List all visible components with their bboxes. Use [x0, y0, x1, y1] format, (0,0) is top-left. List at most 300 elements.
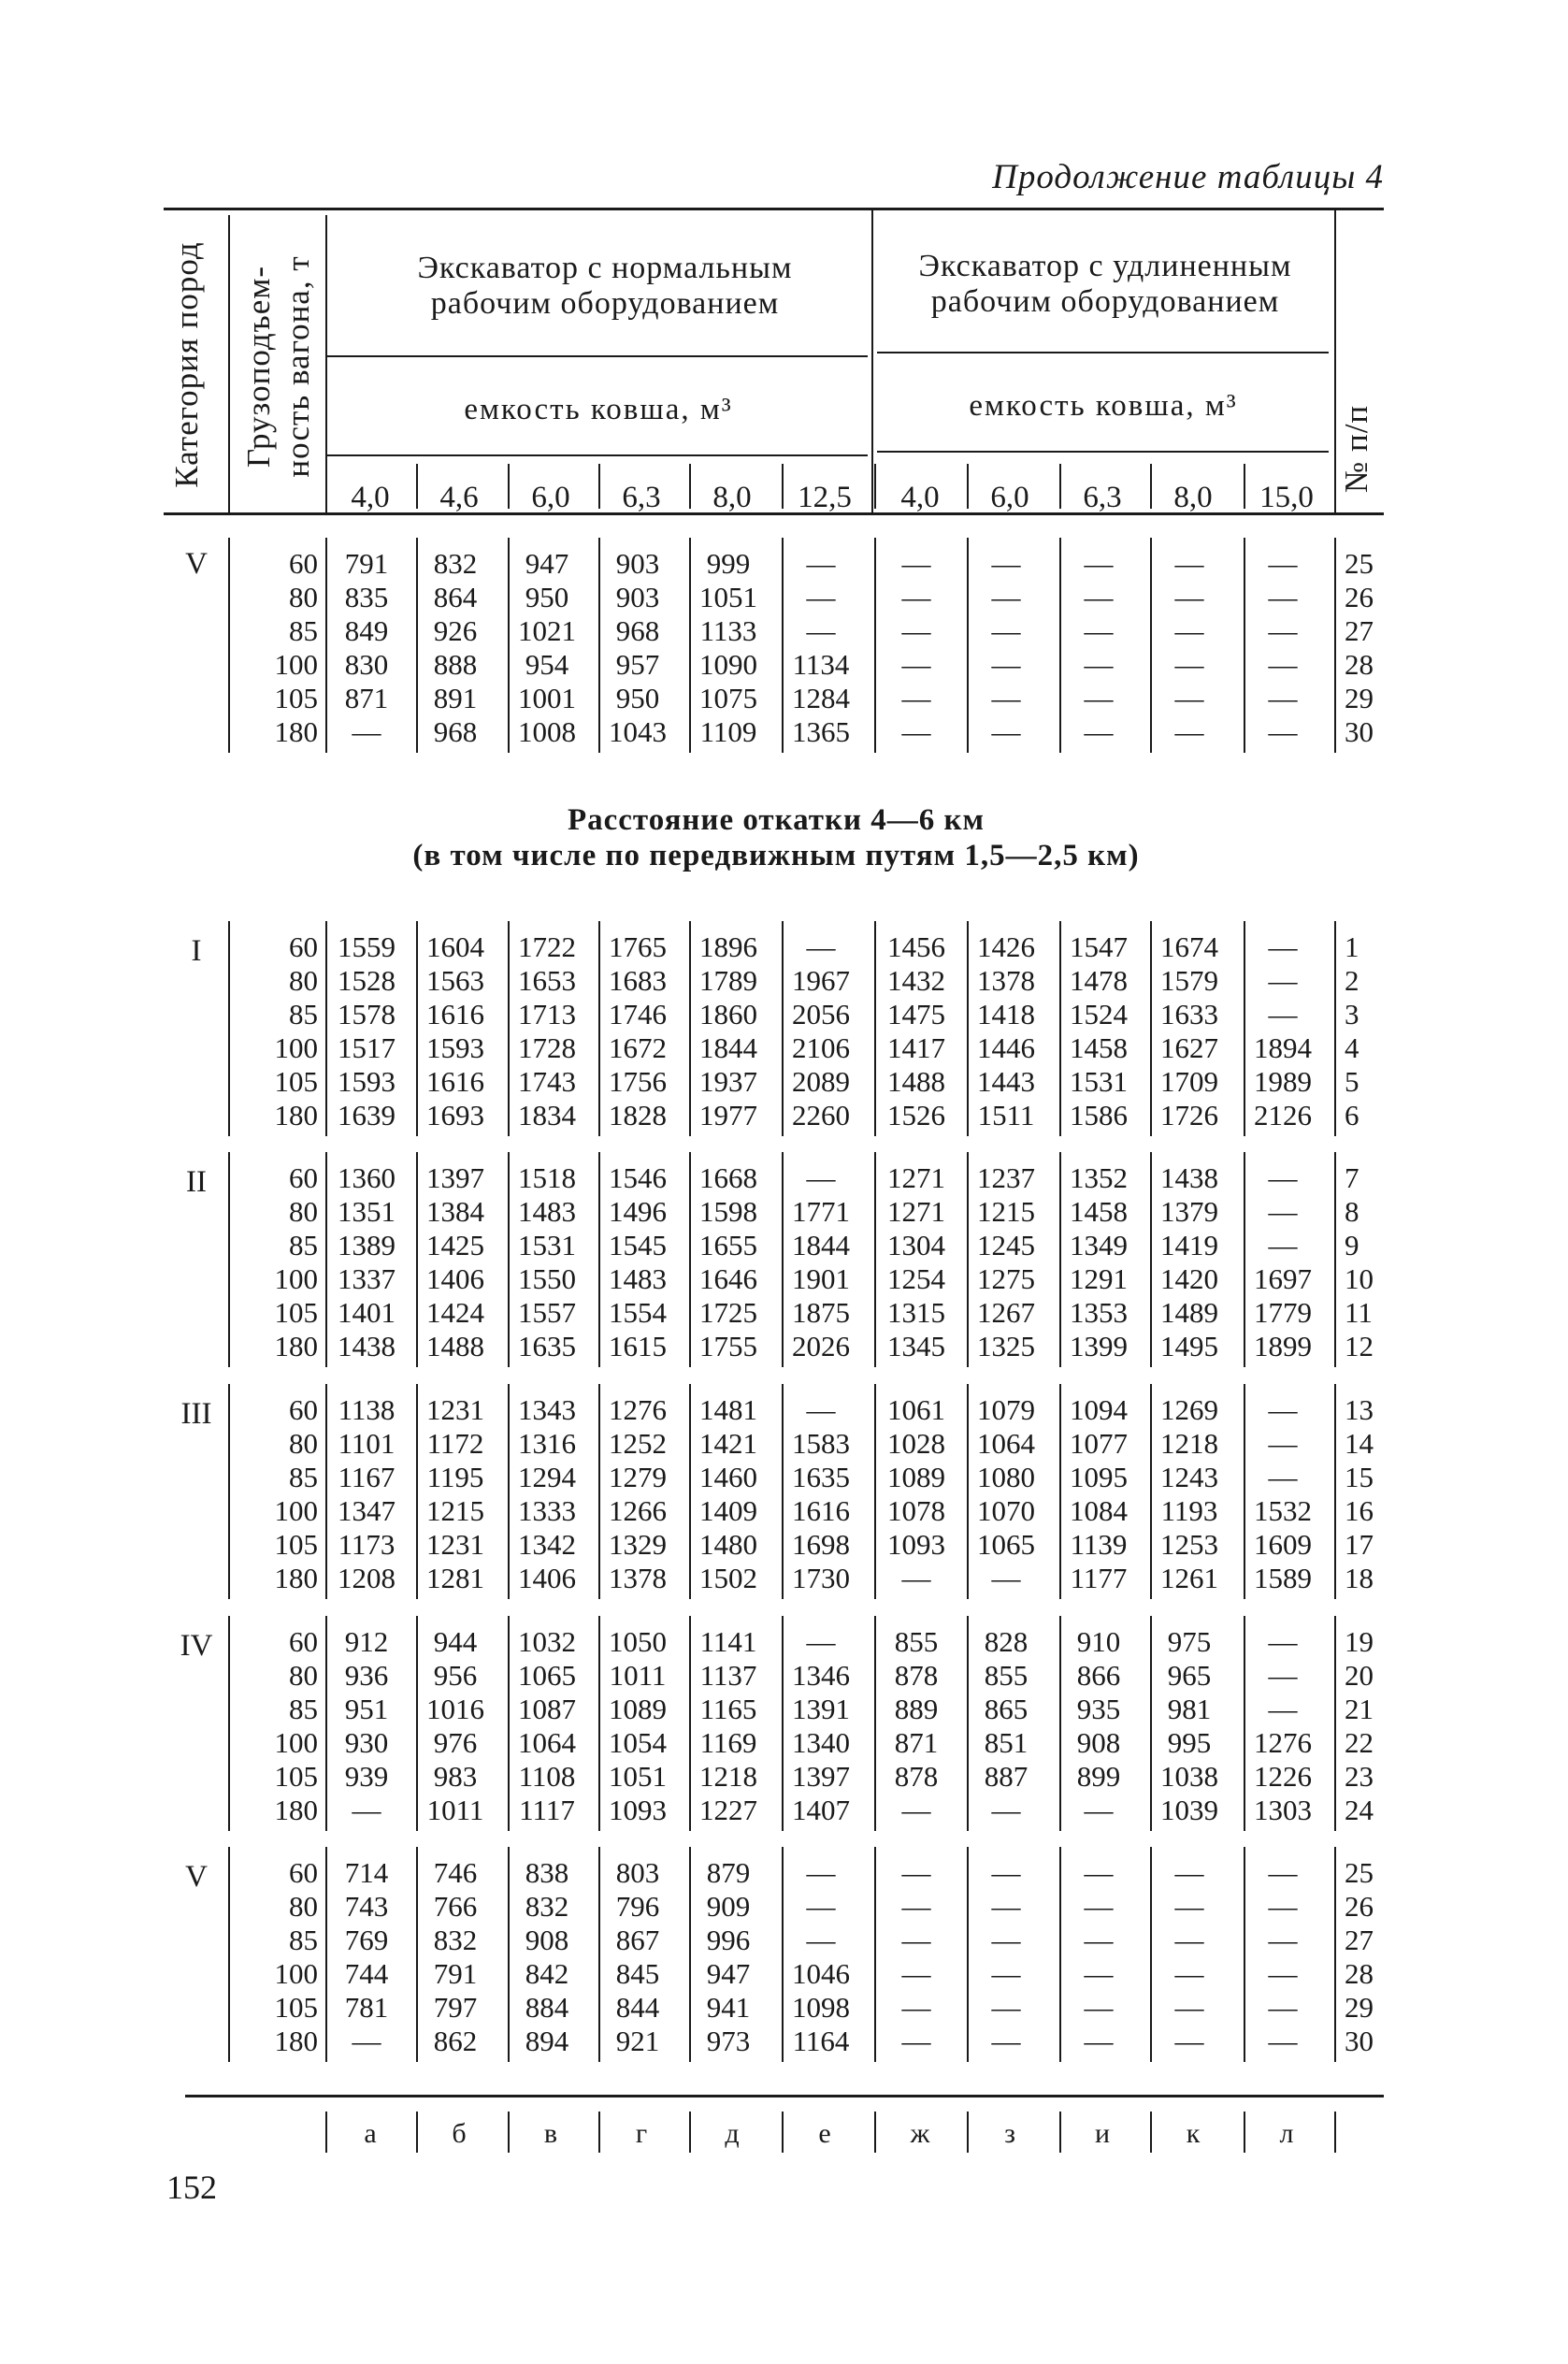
value-cell: 935 [1076, 1693, 1121, 1725]
value-cell: 1713 [518, 998, 576, 1031]
value-cell: 1389 [338, 1229, 396, 1261]
value-cell: 1489 [1160, 1296, 1218, 1329]
cargo-capacity-cell: 80 [289, 1427, 318, 1460]
letter-separator [874, 2112, 876, 2153]
value-cell: 1271 [887, 1195, 945, 1228]
value-cell: 965 [1167, 1659, 1212, 1692]
capacity-label: Грузоподъем- ность вагона, т [240, 255, 316, 478]
value-cell: 1315 [887, 1296, 945, 1329]
column-letter: и [1094, 2118, 1111, 2149]
header-vrule [871, 210, 873, 512]
value-cell: 1425 [426, 1229, 484, 1261]
column-separator [228, 921, 230, 1136]
value-cell: — [901, 682, 931, 714]
value-cell: 1108 [518, 1760, 576, 1793]
value-cell: 1743 [518, 1065, 576, 1098]
bucket-label-normal: емкость ковша, м³ [464, 393, 733, 426]
value-cell: 866 [1076, 1659, 1121, 1692]
extended-excavator-title: Экскаватор с удлиненным рабочим оборудованием [918, 249, 1292, 319]
column-separator [416, 921, 418, 1136]
value-cell: — [806, 1161, 836, 1194]
value-cell: — [1084, 614, 1114, 647]
row-number-cell: 14 [1345, 1427, 1374, 1460]
value-cell: 1502 [699, 1562, 757, 1594]
value-cell: — [1084, 1957, 1114, 1990]
normal-subrule [327, 454, 868, 456]
value-cell: 1051 [609, 1760, 667, 1793]
column-letter: а [364, 2118, 377, 2149]
value-cell: 1418 [977, 998, 1035, 1031]
value-cell: — [991, 682, 1021, 714]
value-cell: 975 [1167, 1625, 1212, 1658]
value-cell: 1077 [1070, 1427, 1128, 1460]
row-number-cell: 17 [1345, 1528, 1374, 1561]
bucket-capacity-header: 6,0 [531, 481, 570, 514]
value-cell: 867 [615, 1924, 660, 1956]
value-cell: 1337 [338, 1262, 396, 1295]
value-cell: 1633 [1160, 998, 1218, 1031]
cargo-capacity-cell: 180 [274, 2025, 318, 2057]
value-cell: 1478 [1070, 964, 1128, 997]
value-cell: 1875 [792, 1296, 850, 1329]
value-cell: — [1268, 547, 1298, 580]
bucket-capacity-header: 6,3 [1083, 481, 1122, 514]
row-number-cell: 29 [1345, 682, 1374, 714]
value-cell: 1771 [792, 1195, 850, 1228]
value-cell: 1266 [609, 1494, 667, 1527]
column-letter: е [818, 2118, 831, 2149]
value-cell: 956 [433, 1659, 478, 1692]
value-cell: 1261 [1160, 1562, 1218, 1594]
value-cell: 1095 [1070, 1461, 1128, 1493]
value-cell: 1834 [518, 1099, 576, 1132]
value-cell: — [1268, 1625, 1298, 1658]
row-number-cell: 30 [1345, 715, 1374, 748]
value-cell: 1458 [1070, 1031, 1128, 1064]
value-cell: 950 [525, 581, 569, 613]
row-number-cell: 23 [1345, 1760, 1374, 1793]
column-separator [1244, 921, 1245, 1136]
bucket-capacity-header: 12,5 [798, 481, 852, 514]
value-cell: 1231 [426, 1528, 484, 1561]
value-cell: 909 [706, 1890, 751, 1923]
value-cell: 1276 [1254, 1726, 1312, 1759]
value-cell: — [1268, 1856, 1298, 1889]
value-cell: 1011 [609, 1659, 667, 1692]
value-cell: 1365 [792, 715, 850, 748]
value-cell: — [1268, 998, 1298, 1031]
bucket-capacity-header: 4,0 [900, 481, 940, 514]
value-cell: 1420 [1160, 1262, 1218, 1295]
value-cell: — [1174, 648, 1204, 681]
column-separator [325, 921, 327, 1136]
column-separator [1334, 1847, 1336, 2062]
cargo-capacity-cell: 105 [274, 1296, 318, 1329]
value-cell: — [806, 1924, 836, 1956]
row-number-cell: 22 [1345, 1726, 1374, 1759]
value-cell: — [1084, 1890, 1114, 1923]
value-cell: — [352, 2025, 381, 2057]
value-cell: 887 [984, 1760, 1029, 1793]
value-cell: — [901, 1562, 931, 1594]
value-cell: 995 [1167, 1726, 1212, 1759]
value-cell: 1488 [887, 1065, 945, 1098]
value-cell: — [901, 581, 931, 613]
value-cell: 996 [706, 1924, 751, 1956]
column-separator [508, 1847, 510, 2062]
value-cell: — [1174, 2025, 1204, 2057]
cargo-capacity-cell: 105 [274, 1760, 318, 1793]
value-cell: — [1268, 581, 1298, 613]
column-separator [1150, 921, 1152, 1136]
value-cell: 1401 [338, 1296, 396, 1329]
value-cell: 1546 [609, 1161, 667, 1194]
row-number-cell: 11 [1345, 1296, 1373, 1329]
capacity-separator [967, 464, 969, 509]
value-cell: — [1084, 1794, 1114, 1826]
rock-category: V [185, 1860, 208, 1894]
value-cell: 947 [525, 547, 569, 580]
column-separator [1334, 921, 1336, 1136]
value-cell: 912 [344, 1625, 389, 1658]
cargo-capacity-cell: 85 [289, 1693, 318, 1725]
value-cell: — [1084, 648, 1114, 681]
column-separator [1244, 1616, 1245, 1831]
value-cell: 1559 [338, 930, 396, 963]
header-vrule [228, 215, 230, 512]
value-cell: 781 [344, 1991, 389, 2024]
value-cell: 889 [894, 1693, 939, 1725]
value-cell: 936 [344, 1659, 389, 1692]
column-separator [228, 1152, 230, 1367]
value-cell: 1141 [699, 1625, 757, 1658]
value-cell: 1227 [699, 1794, 757, 1826]
value-cell: 1117 [519, 1794, 575, 1826]
value-cell: 1134 [792, 648, 850, 681]
value-cell: 888 [433, 648, 478, 681]
row-number-cell: 26 [1345, 581, 1374, 613]
letter-separator [325, 2112, 327, 2153]
row-number-cell: 8 [1345, 1195, 1359, 1228]
column-separator [228, 1616, 230, 1831]
value-cell: — [1084, 2025, 1114, 2057]
value-cell: 968 [433, 715, 478, 748]
value-cell: 944 [433, 1625, 478, 1658]
column-separator [598, 1616, 600, 1831]
value-cell: 884 [525, 1991, 569, 2024]
value-cell: 832 [433, 547, 478, 580]
value-cell: 1384 [426, 1195, 484, 1228]
rock-category: III [180, 1397, 212, 1431]
cargo-capacity-cell: 105 [274, 1991, 318, 2024]
value-cell: 1087 [518, 1693, 576, 1725]
value-cell: 1456 [887, 930, 945, 963]
column-separator [416, 538, 418, 753]
value-cell: 1016 [426, 1693, 484, 1725]
row-number-cell: 15 [1345, 1461, 1374, 1493]
value-cell: 1093 [609, 1794, 667, 1826]
value-cell: — [1268, 614, 1298, 647]
value-cell: — [1084, 1991, 1114, 2024]
value-cell: 878 [894, 1760, 939, 1793]
value-cell: 1616 [426, 1065, 484, 1098]
header-top-rule [164, 208, 1384, 210]
value-cell: 1379 [1160, 1195, 1218, 1228]
value-cell: 1616 [426, 998, 484, 1031]
column-separator [1334, 1384, 1336, 1599]
value-cell: 871 [894, 1726, 939, 1759]
value-cell: 1488 [426, 1330, 484, 1362]
cargo-capacity-cell: 85 [289, 1461, 318, 1493]
value-cell: 1218 [699, 1760, 757, 1793]
value-cell: 1139 [1070, 1528, 1128, 1561]
value-cell: 1894 [1254, 1031, 1312, 1064]
column-separator [782, 1384, 784, 1599]
value-cell: — [991, 1856, 1021, 1889]
cargo-capacity-cell: 180 [274, 1562, 318, 1594]
value-cell: 1586 [1070, 1099, 1128, 1132]
value-cell: 828 [984, 1625, 1029, 1658]
value-cell: 1275 [977, 1262, 1035, 1295]
cargo-capacity-cell: 180 [274, 1099, 318, 1132]
value-cell: — [806, 1890, 836, 1923]
value-cell: 1531 [1070, 1065, 1128, 1098]
value-cell: 1672 [609, 1031, 667, 1064]
value-cell: 1683 [609, 964, 667, 997]
value-cell: 1316 [518, 1427, 576, 1460]
row-number-cell: 25 [1345, 1856, 1374, 1889]
value-cell: 1531 [518, 1229, 576, 1261]
value-cell: 1432 [887, 964, 945, 997]
value-cell: — [901, 715, 931, 748]
value-cell: — [901, 1991, 931, 2024]
value-cell: 1511 [977, 1099, 1035, 1132]
value-cell: 1697 [1254, 1262, 1312, 1295]
cargo-capacity-cell: 105 [274, 1065, 318, 1098]
column-separator [1244, 1152, 1245, 1367]
value-cell: 1406 [426, 1262, 484, 1295]
value-cell: 1458 [1070, 1195, 1128, 1228]
section-title-line-1: Расстояние откатки 4—6 км [567, 803, 985, 837]
column-separator [508, 921, 510, 1136]
cargo-capacity-cell: 105 [274, 682, 318, 714]
value-cell: — [1268, 1393, 1298, 1426]
value-cell: — [352, 715, 381, 748]
value-cell: 1193 [1160, 1494, 1218, 1527]
value-cell: 1589 [1254, 1562, 1312, 1594]
value-cell: — [901, 1924, 931, 1956]
capacity-separator [782, 464, 784, 509]
value-cell: 1061 [887, 1393, 945, 1426]
value-cell: 1279 [609, 1461, 667, 1493]
value-cell: 1101 [338, 1427, 396, 1460]
value-cell: 845 [615, 1957, 660, 1990]
row-number-cell: 2 [1345, 964, 1359, 997]
cargo-capacity-cell: 100 [274, 1494, 318, 1527]
value-cell: 1550 [518, 1262, 576, 1295]
value-cell: 954 [525, 648, 569, 681]
column-separator [689, 1152, 691, 1367]
value-cell: 973 [706, 2025, 751, 2057]
column-separator [598, 1384, 600, 1599]
row-number-cell: 16 [1345, 1494, 1374, 1527]
column-separator [508, 1384, 510, 1599]
value-cell: 865 [984, 1693, 1029, 1725]
value-cell: 1011 [426, 1794, 484, 1826]
value-cell: 1579 [1160, 964, 1218, 997]
row-number-cell: 20 [1345, 1659, 1374, 1692]
value-cell: — [806, 1625, 836, 1658]
column-separator [782, 921, 784, 1136]
column-separator [1150, 1152, 1152, 1367]
value-cell: 1333 [518, 1494, 576, 1527]
value-cell: 851 [984, 1726, 1029, 1759]
value-cell: — [991, 614, 1021, 647]
value-cell: — [901, 1957, 931, 1990]
cargo-capacity-cell: 60 [289, 1393, 318, 1426]
value-cell: 899 [1076, 1760, 1121, 1793]
column-separator [1334, 538, 1336, 753]
value-cell: 1032 [518, 1625, 576, 1658]
row-number-cell: 28 [1345, 1957, 1374, 1990]
value-cell: 908 [1076, 1726, 1121, 1759]
value-cell: — [1174, 1991, 1204, 2024]
column-separator [1150, 538, 1152, 753]
rownum-label: № п/п [1338, 404, 1374, 494]
column-separator [782, 1616, 784, 1831]
value-cell: 1860 [699, 998, 757, 1031]
value-cell: 1397 [426, 1161, 484, 1194]
value-cell: 1078 [887, 1494, 945, 1527]
value-cell: — [1174, 614, 1204, 647]
column-letter: ж [910, 2118, 930, 2149]
value-cell: 1609 [1254, 1528, 1312, 1561]
value-cell: 1173 [338, 1528, 396, 1561]
value-cell: 1635 [518, 1330, 576, 1362]
value-cell: 791 [344, 547, 389, 580]
value-cell: 947 [706, 1957, 751, 1990]
cargo-capacity-cell: 105 [274, 1528, 318, 1561]
column-separator [416, 1384, 418, 1599]
column-separator [1059, 1152, 1061, 1367]
value-cell: 2260 [792, 1099, 850, 1132]
value-cell: 930 [344, 1726, 389, 1759]
value-cell: 1524 [1070, 998, 1128, 1031]
value-cell: — [806, 581, 836, 613]
value-cell: 903 [615, 547, 660, 580]
cargo-capacity-cell: 100 [274, 1726, 318, 1759]
value-cell: 921 [615, 2025, 660, 2057]
rock-category: V [185, 547, 208, 581]
column-separator [1059, 1616, 1061, 1831]
column-separator [874, 1152, 876, 1367]
value-cell: 2056 [792, 998, 850, 1031]
row-number-cell: 25 [1345, 547, 1374, 580]
value-cell: 1329 [609, 1528, 667, 1561]
category-label: Категория пород [168, 241, 205, 488]
value-cell: 939 [344, 1760, 389, 1793]
value-cell: — [991, 581, 1021, 613]
value-cell: — [1174, 1957, 1204, 1990]
value-cell: 791 [433, 1957, 478, 1990]
value-cell: 1347 [338, 1494, 396, 1527]
value-cell: 1424 [426, 1296, 484, 1329]
value-cell: 1583 [792, 1427, 850, 1460]
column-separator [1150, 1847, 1152, 2062]
value-cell: 1397 [792, 1760, 850, 1793]
value-cell: 1483 [518, 1195, 576, 1228]
row-number-cell: 29 [1345, 1991, 1374, 2024]
value-cell: 1346 [792, 1659, 850, 1692]
value-cell: 1378 [977, 964, 1035, 997]
column-letter: з [1004, 2118, 1015, 2149]
value-cell: 1253 [1160, 1528, 1218, 1561]
value-cell: 1271 [887, 1161, 945, 1194]
column-separator [598, 921, 600, 1136]
column-separator [598, 1152, 600, 1367]
value-cell: — [1084, 715, 1114, 748]
value-cell: — [1084, 547, 1114, 580]
value-cell: 1655 [699, 1229, 757, 1261]
value-cell: 1043 [609, 715, 667, 748]
value-cell: 1593 [426, 1031, 484, 1064]
column-separator [1150, 1616, 1152, 1831]
value-cell: — [1174, 1890, 1204, 1923]
value-cell: 1417 [887, 1031, 945, 1064]
value-cell: 1349 [1070, 1229, 1128, 1261]
cargo-capacity-cell: 60 [289, 930, 318, 963]
column-letter: д [725, 2118, 740, 2149]
value-cell: 1598 [699, 1195, 757, 1228]
bucket-label-extended: емкость ковша, м³ [969, 389, 1238, 423]
value-cell: 744 [344, 1957, 389, 1990]
column-separator [508, 1616, 510, 1831]
value-cell: 1226 [1254, 1760, 1312, 1793]
value-cell: 830 [344, 648, 389, 681]
column-separator [1059, 538, 1061, 753]
value-cell: 1844 [699, 1031, 757, 1064]
section-title [355, 802, 1197, 873]
value-cell: 1726 [1160, 1099, 1218, 1132]
value-cell: 1639 [338, 1099, 396, 1132]
value-cell: 1109 [699, 715, 757, 748]
value-cell: 1064 [518, 1726, 576, 1759]
column-separator [228, 538, 230, 753]
value-cell: 1756 [609, 1065, 667, 1098]
value-cell: 1294 [518, 1461, 576, 1493]
column-separator [416, 1847, 418, 2062]
value-cell: 1303 [1254, 1794, 1312, 1826]
row-number-cell: 7 [1345, 1161, 1359, 1194]
value-cell: 1098 [792, 1991, 850, 2024]
column-separator [689, 1847, 691, 2062]
cargo-capacity-cell: 180 [274, 1794, 318, 1826]
value-cell: 1138 [338, 1393, 396, 1426]
value-cell: 1406 [518, 1562, 576, 1594]
value-cell: 1195 [426, 1461, 484, 1493]
value-cell: 1065 [977, 1528, 1035, 1561]
capacity-separator [598, 464, 600, 509]
value-cell: — [1174, 1856, 1204, 1889]
value-cell: 1653 [518, 964, 576, 997]
value-cell: 1038 [1160, 1760, 1218, 1793]
value-cell: 1281 [426, 1562, 484, 1594]
value-cell: 1054 [609, 1726, 667, 1759]
value-cell: — [1268, 1229, 1298, 1261]
cargo-capacity-cell: 80 [289, 1195, 318, 1228]
value-cell: 1070 [977, 1494, 1035, 1527]
value-cell: 1547 [1070, 930, 1128, 963]
